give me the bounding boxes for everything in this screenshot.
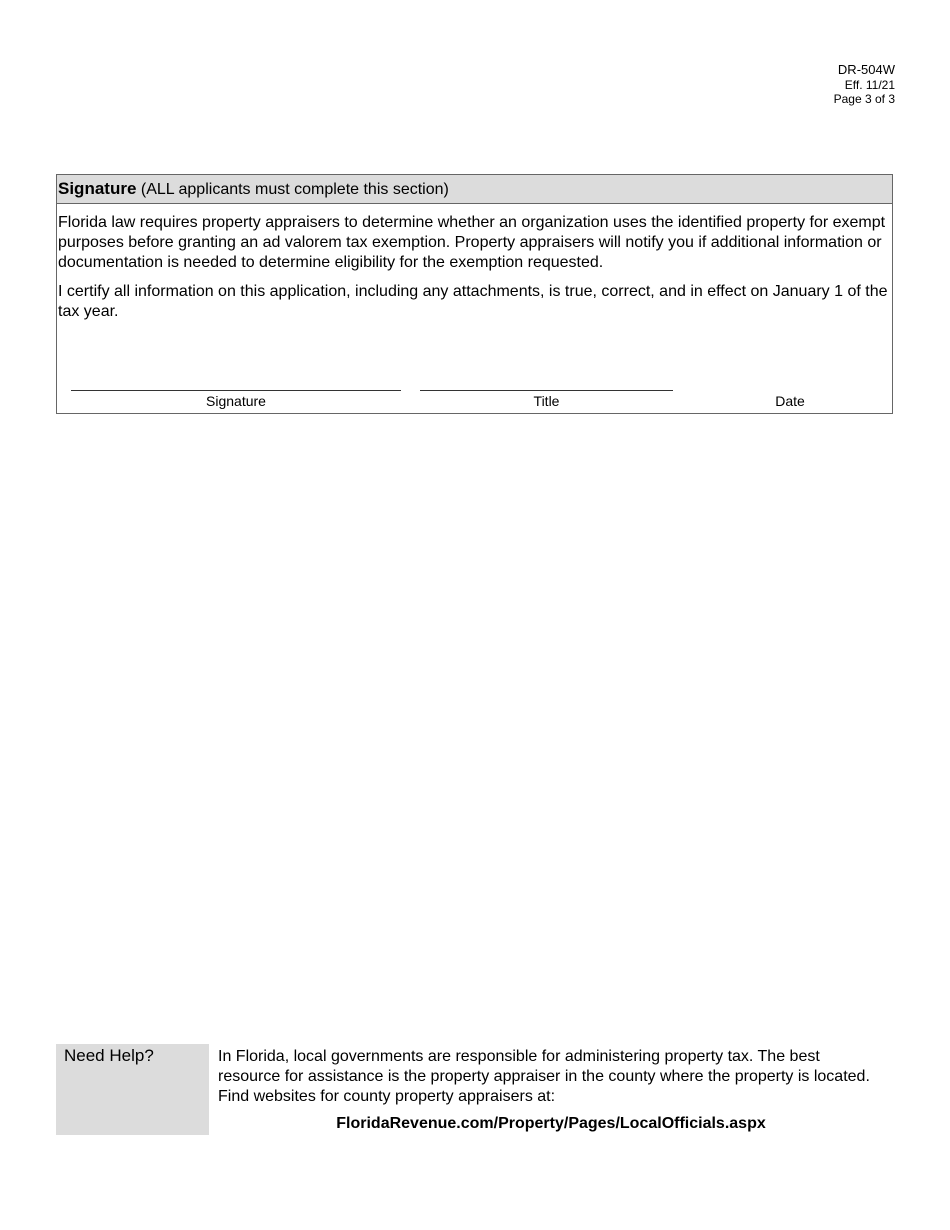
signature-section-title: Signature <box>58 179 137 198</box>
signature-section-header <box>57 175 892 204</box>
page-number: Page 3 of 3 <box>833 91 895 106</box>
need-help-box <box>56 1044 209 1135</box>
exemption-notice-paragraph: Florida law requires property appraisers to determine whether an organization uses the identified property for exempt purposes before granting an ad valorem tax exemption. Property appraisers will notify you if additional information or documentation is needed to determine eligibility for the exemption requested. <box>58 214 886 271</box>
certification-paragraph: I certify all information on this application, including any attachments, is true, correct, and in effect on January 1 of the tax year. <box>58 283 888 320</box>
title-label: Title <box>533 393 560 409</box>
signature-label: Signature <box>206 393 266 409</box>
signature-section <box>56 174 893 414</box>
effective-date: Eff. 11/21 <box>844 77 895 92</box>
local-officials-link[interactable]: FloridaRevenue.com/Property/Pages/LocalOfficials.aspx <box>336 1115 766 1132</box>
need-help-title: Need Help? <box>64 1046 154 1065</box>
date-label: Date <box>775 393 805 409</box>
help-text: In Florida, local governments are responsible for administering property tax. The best resource for assistance is the property appraiser in the county where the property is located. Find websites for county property appraisers at: <box>218 1048 870 1105</box>
title-field-line[interactable] <box>420 390 673 391</box>
signature-field-line[interactable] <box>71 390 401 391</box>
signature-fields <box>57 383 892 413</box>
form-metadata <box>834 62 895 106</box>
signature-section-subtitle: (ALL applicants must complete this section) <box>140 181 449 198</box>
signature-section-body <box>57 204 892 322</box>
form-id: DR-504W <box>837 62 895 77</box>
